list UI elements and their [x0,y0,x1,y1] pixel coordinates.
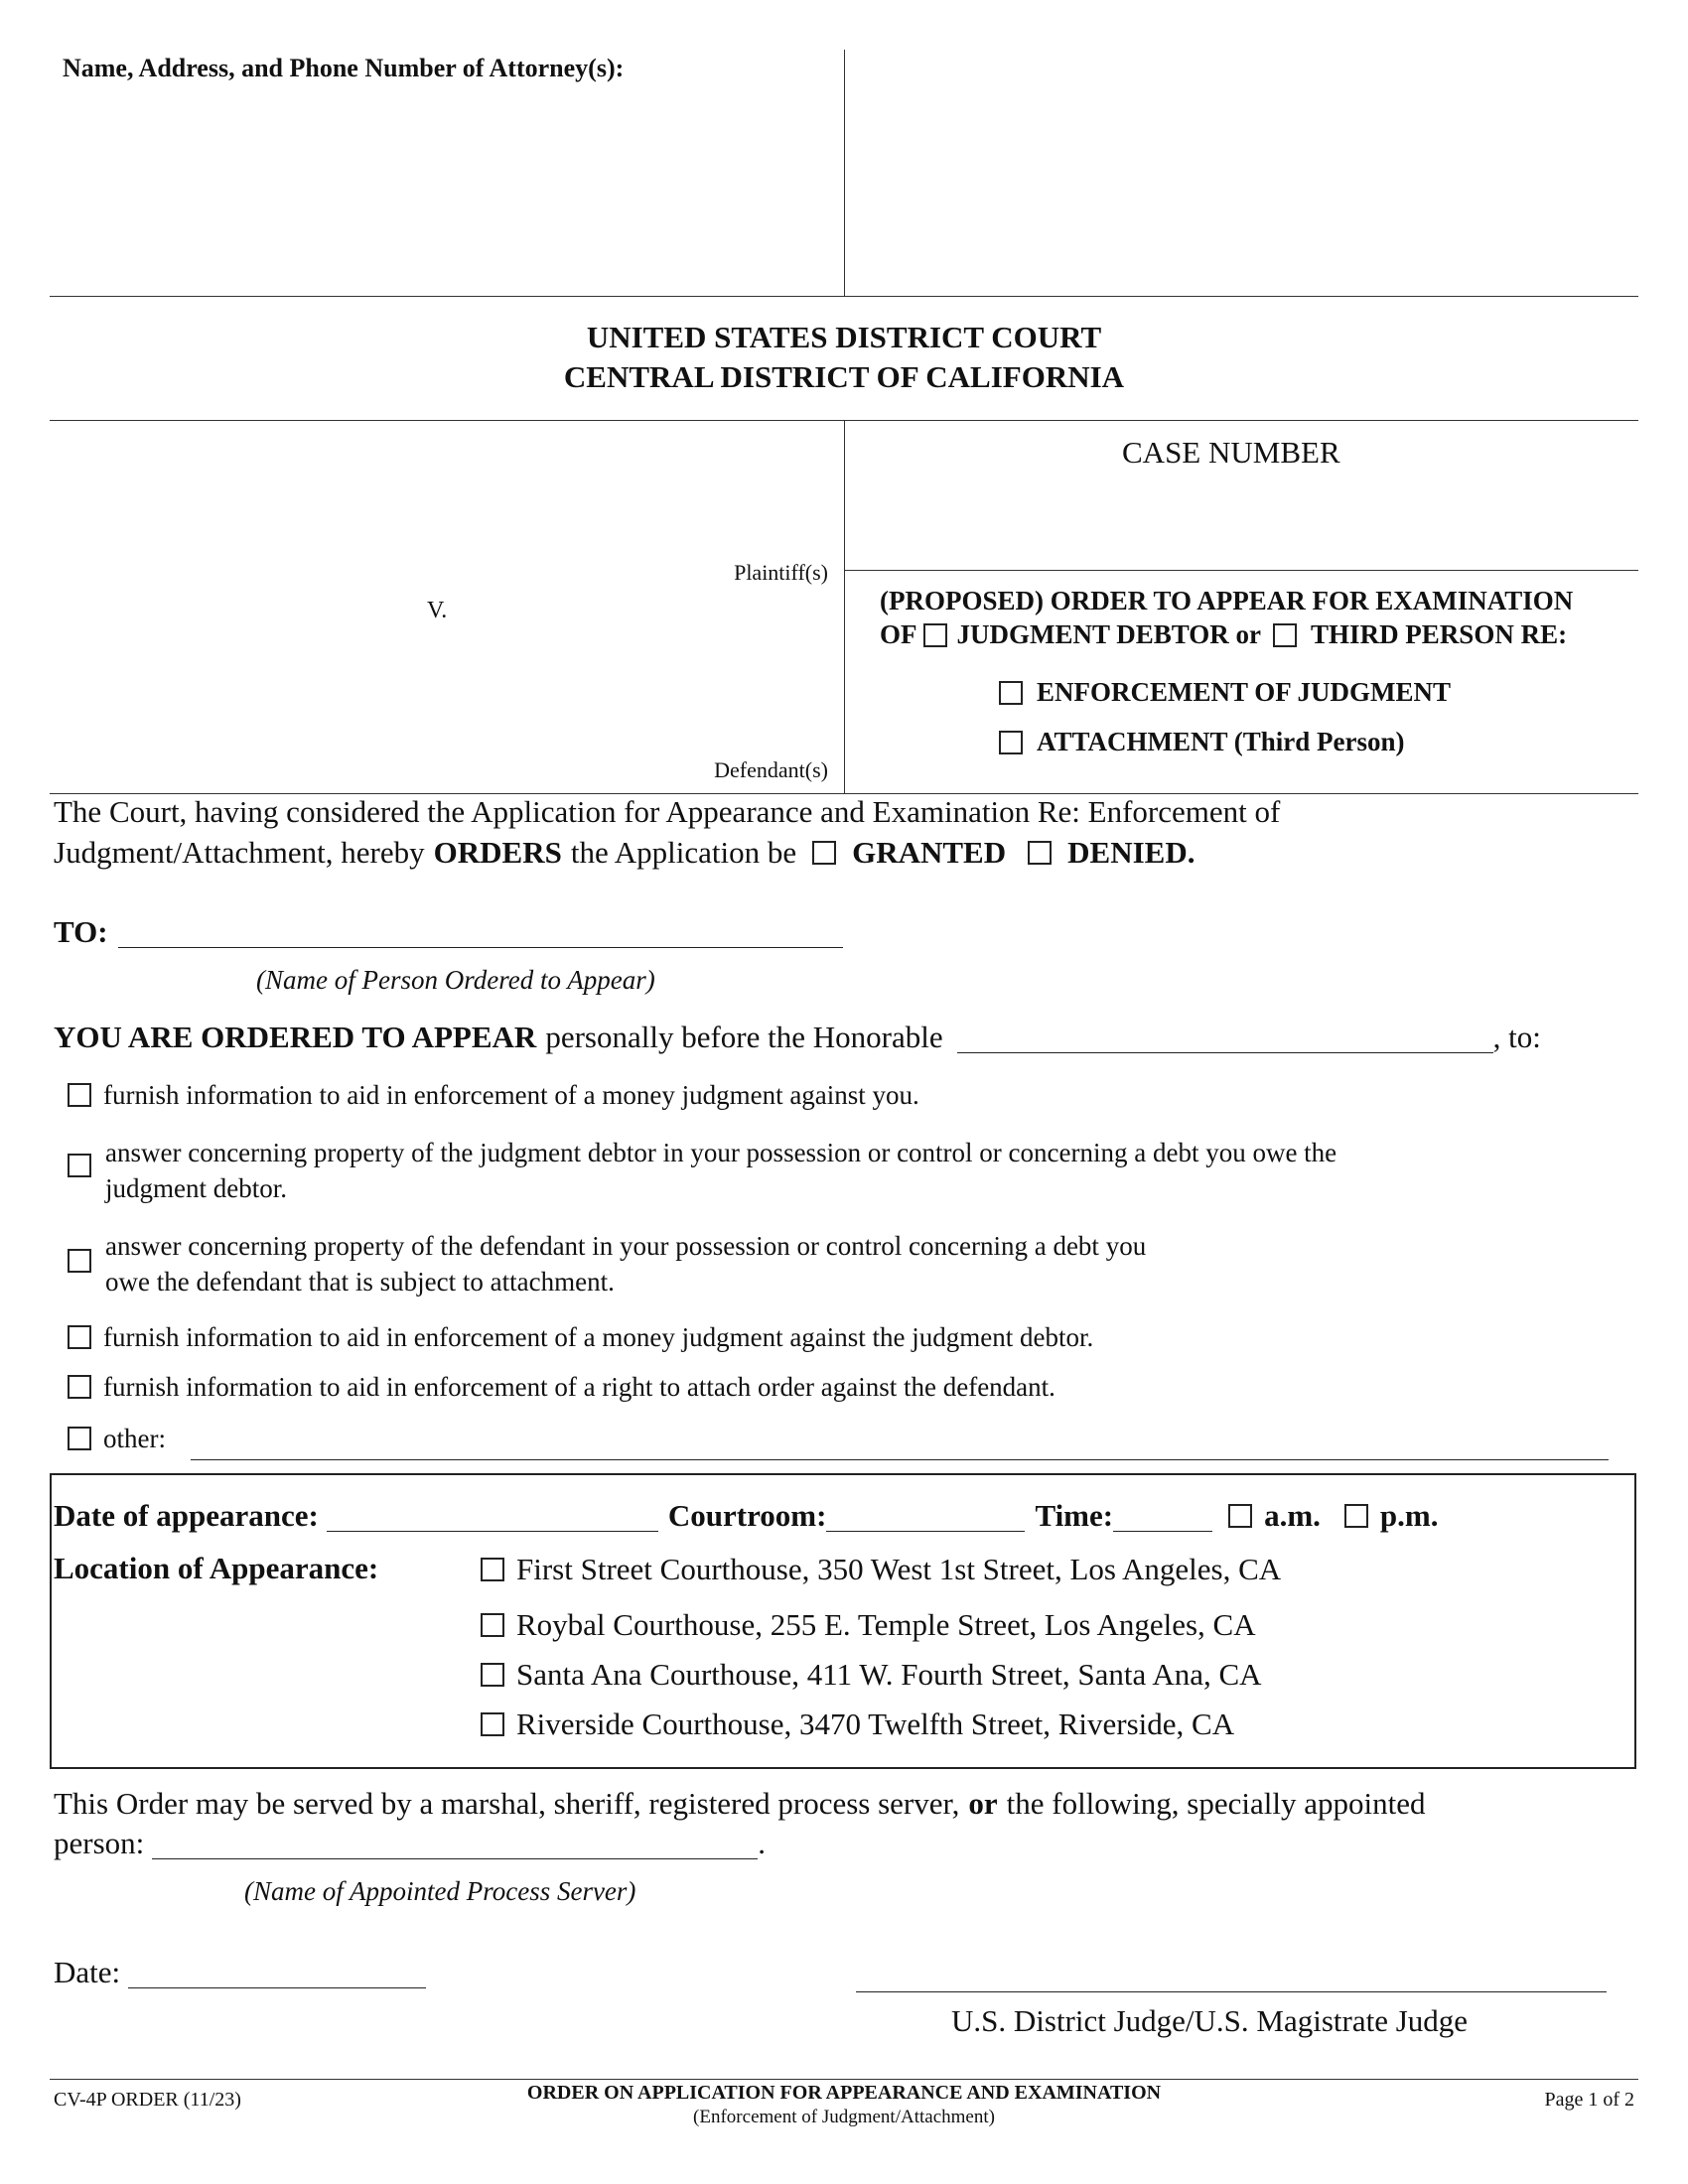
ruling-line2 [54,834,1195,872]
option-6 [68,1422,166,1455]
option-6-checkbox[interactable] [68,1427,91,1450]
location-option-1 [481,1551,1281,1588]
option-4 [68,1320,1093,1354]
pm-label: p.m. [1379,1498,1439,1533]
option-1 [68,1078,919,1112]
am-checkbox[interactable] [1228,1504,1252,1528]
date-of-appearance-label: Date of appearance: [54,1498,319,1533]
courtroom-field[interactable] [826,1501,1025,1532]
plaintiff-label: Plaintiff(s) [734,560,828,585]
signature-date-label: Date: [54,1955,121,1989]
option-5-text: furnish information to aid in enforcement of a right to attach order against the defendant. [103,1372,1055,1402]
service-period: . [758,1826,767,1860]
honorable-name-field[interactable] [957,1023,1493,1053]
granted-label: GRANTED [852,835,1007,870]
to-caption: (Name of Person Ordered to Appear) [256,965,655,995]
process-server-field[interactable] [152,1829,758,1859]
appear-statement [54,1019,1541,1056]
enforcement-label: ENFORCEMENT OF JUDGMENT [1037,677,1452,707]
ruling-line1: The Court, having considered the Application for Appearance and Examination Re: Enforcement of [54,794,1281,829]
location-1-checkbox[interactable] [481,1558,504,1581]
option-3-checkbox[interactable] [68,1249,91,1273]
defendant-label: Defendant(s) [714,757,828,782]
judge-label: U.S. District Judge/U.S. Magistrate Judge [951,2003,1469,2038]
enforcement-checkbox[interactable] [999,681,1023,705]
appearance-row [54,1497,1439,1535]
courtroom-label: Courtroom: [667,1498,827,1533]
court-name: UNITED STATES DISTRICT COURT [586,320,1102,354]
signature-date-field[interactable] [128,1958,426,1988]
order-title: (PROPOSED) ORDER TO APPEAR FOR EXAMINATION [880,586,1574,615]
ruling-prefix: Judgment/Attachment, hereby [54,835,425,870]
service-prefix: This Order may be served by a marshal, sheriff, registered process server, [54,1786,960,1821]
ruling-suffix: the Application be [570,835,797,870]
attorney-divider [844,50,845,296]
case-number-rule [844,570,1638,571]
service-person-label: person: [54,1826,145,1860]
option-2-line2: judgment debtor. [105,1173,287,1203]
order-title-of: OF [880,619,917,649]
location-4-label: Riverside Courthouse, 3470 Twelfth Street, Riverside, CA [516,1706,1235,1741]
option-3-line2: owe the defendant that is subject to attachment. [105,1267,615,1297]
date-of-appearance-field[interactable] [327,1501,658,1532]
location-1-label: First Street Courthouse, 350 West 1st Street, Los Angeles, CA [516,1552,1282,1586]
denied-period: . [1187,835,1196,870]
third-person-label: THIRD PERSON RE: [1311,619,1568,649]
footer-title: ORDER ON APPLICATION FOR APPEARANCE AND EXAMINATION [526,2082,1162,2104]
case-number-field[interactable] [864,480,1628,568]
option-2-line1: answer concerning property of the judgment debtor in your possession or control or concerning a debt you owe the [105,1138,1337,1167]
versus-label: V. [427,598,448,623]
option-1-checkbox[interactable] [68,1083,91,1107]
location-4-checkbox[interactable] [481,1712,504,1736]
option-3-line1: answer concerning property of the defendant in your possession or control concerning a debt you [105,1231,1147,1261]
service-suffix: the following, specially appointed [1006,1786,1426,1821]
location-2-label: Roybal Courthouse, 255 E. Temple Street, Los Angeles, CA [516,1607,1256,1642]
option-2-checkbox[interactable] [68,1154,91,1177]
attorney-label: Name, Address, and Phone Number of Attorney(s): [63,54,625,82]
location-label: Location of Appearance: [54,1551,379,1585]
service-line2 [54,1825,766,1862]
option-4-checkbox[interactable] [68,1325,91,1349]
appear-normal-part: personally before the Honorable [545,1020,943,1054]
location-3-checkbox[interactable] [481,1663,504,1687]
attachment-option [999,727,1405,757]
service-or-word: or [968,1786,998,1821]
judgment-debtor-checkbox[interactable] [923,623,947,647]
option-1-text: furnish information to aid in enforcement of a money judgment against you. [103,1080,919,1110]
time-field[interactable] [1113,1501,1212,1532]
appear-bold-part: YOU ARE ORDERED TO APPEAR [54,1020,537,1054]
footer-page-number: Page 1 of 2 [1544,2089,1634,2111]
attorney-info-field[interactable] [60,95,834,284]
to-row [54,913,843,951]
caption-divider [844,420,845,793]
defendant-field[interactable] [60,635,834,754]
court-district: CENTRAL DISTRICT OF CALIFORNIA [563,359,1125,394]
option-6-text: other: [103,1424,166,1453]
third-person-checkbox[interactable] [1273,623,1297,647]
attachment-checkbox[interactable] [999,731,1023,754]
location-option-2 [481,1606,1256,1644]
location-3-label: Santa Ana Courthouse, 411 W. Fourth Street, Santa Ana, CA [516,1657,1262,1692]
order-title-line2 [880,619,1567,650]
appear-suffix: , to: [1492,1020,1541,1054]
attorney-right-field[interactable] [852,54,1626,282]
service-line1 [54,1785,1425,1823]
am-label: a.m. [1264,1498,1321,1533]
denied-label: DENIED [1067,835,1188,870]
service-caption: (Name of Appointed Process Server) [244,1876,636,1906]
signature-date-row [54,1954,426,1991]
pm-checkbox[interactable] [1344,1504,1368,1528]
case-number-label: CASE NUMBER [1122,435,1340,470]
time-label: Time: [1035,1498,1114,1533]
denied-checkbox[interactable] [1028,841,1052,865]
to-name-field[interactable] [118,917,843,948]
other-field[interactable] [191,1428,1609,1460]
judgment-debtor-label: JUDGMENT DEBTOR or [956,619,1262,649]
location-option-4 [481,1706,1234,1743]
option-2-checkbox-wrap [68,1154,91,1177]
ruling-orders-word: ORDERS [433,835,562,870]
footer-subtitle: (Enforcement of Judgment/Attachment) [693,2107,995,2127]
option-5 [68,1370,1055,1404]
option-4-text: furnish information to aid in enforcement of a money judgment against the judgment debtor. [103,1322,1094,1352]
attorney-bottom-rule [50,296,1638,297]
option-3-checkbox-wrap [68,1249,91,1273]
enforcement-option [999,677,1451,708]
footer-rule [50,2079,1638,2080]
attachment-label: ATTACHMENT (Third Person) [1037,727,1405,756]
location-option-3 [481,1656,1262,1694]
location-2-checkbox[interactable] [481,1613,504,1637]
option-5-checkbox[interactable] [68,1375,91,1399]
plaintiff-field[interactable] [60,427,834,556]
judge-signature-line[interactable] [856,1954,1607,1992]
footer-form-id: CV-4P ORDER (11/23) [54,2089,241,2111]
granted-checkbox[interactable] [812,841,836,865]
to-label: TO: [54,914,108,949]
